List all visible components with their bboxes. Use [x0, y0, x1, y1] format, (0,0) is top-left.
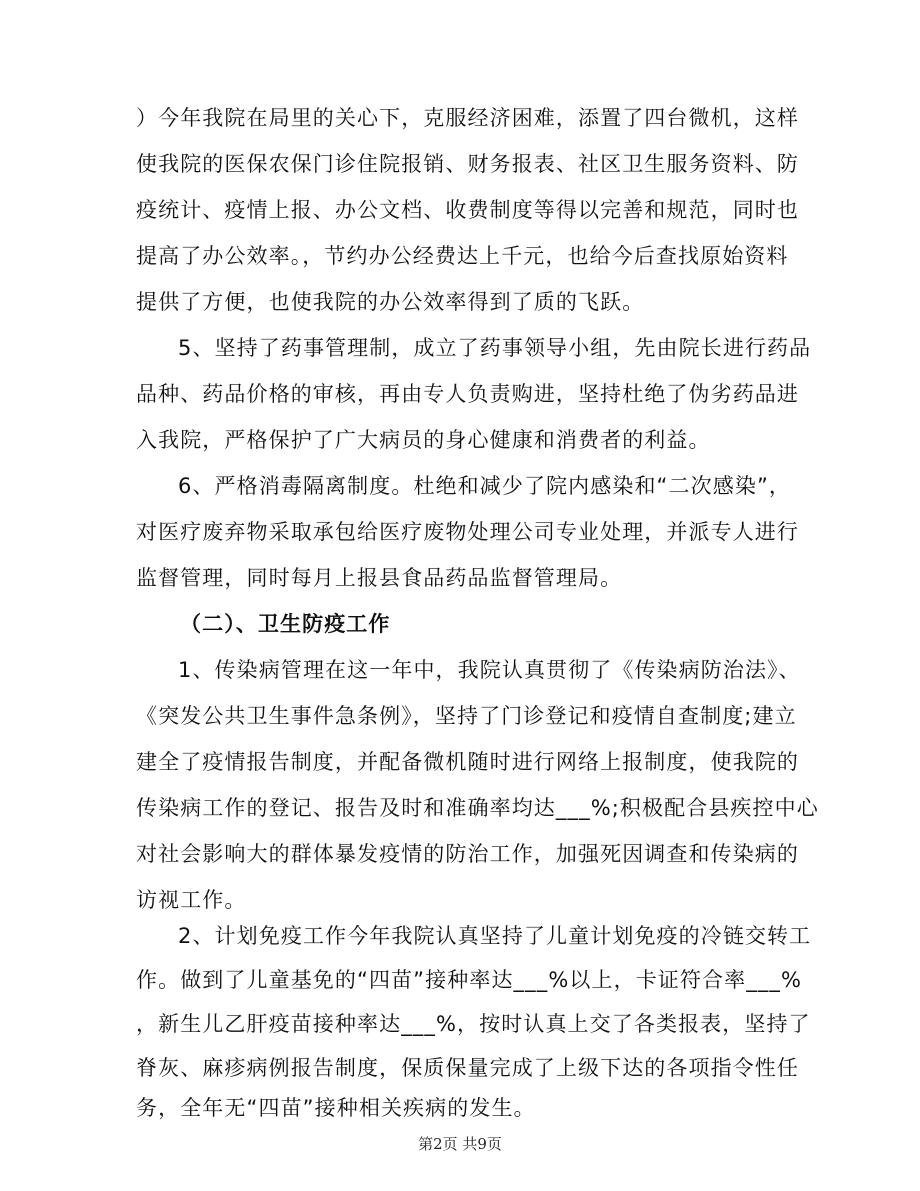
paragraph-5-line-5: 务，全年无“四苗”接种相关疾病的发生。	[136, 1096, 536, 1120]
section-heading: （二）、卫生防疫工作	[180, 612, 391, 636]
paragraph-5-line-2: 作。做到了儿童基免的“四苗”接种率达___%以上，卡证符合率___%	[136, 968, 803, 992]
paragraph-4-line-5: 对社会影响大的群体暴发疫情的防治工作，加强死因调查和传染病的	[136, 842, 799, 866]
paragraph-2-line-2: 品种、药品价格的审核，再由专人负责购进，坚持杜绝了伪劣药品进	[136, 382, 799, 406]
page-footer: 第2页 共9页	[418, 1135, 502, 1153]
paragraph-5-line-4: 脊灰、麻疹病例报告制度，保质保量完成了上级下达的各项指令性任	[136, 1056, 799, 1080]
paragraph-4-line-1: 1、传染病管理在这一年中，我院认真贯彻了《传染病防治法》、	[178, 658, 801, 682]
paragraph-2-line-1: 5、坚持了药事管理制，成立了药事领导小组，先由院长进行药品	[178, 336, 812, 360]
paragraph-4-line-4: 传染病工作的登记、报告及时和准确率均达___%;积极配合县疾控中心	[136, 796, 819, 820]
paragraph-4-line-6: 访视工作。	[136, 888, 247, 912]
paragraph-5-line-3: ，新生儿乙肝疫苗接种率达___%，按时认真上交了各类报表，坚持了	[136, 1012, 811, 1036]
paragraph-1-line-1: ）今年我院在局里的关心下，克服经济困难，添置了四台微机，这样	[136, 106, 799, 130]
paragraph-3-line-2: 对医疗废弃物采取承包给医疗废物处理公司专业处理，并派专人进行	[136, 520, 799, 544]
paragraph-1-line-3: 疫统计、疫情上报、办公文档、收费制度等得以完善和规范，同时也	[136, 198, 799, 222]
paragraph-3-line-3: 监督管理，同时每月上报县食品药品监督管理局。	[136, 566, 623, 590]
paragraph-5-line-1: 2、计划免疫工作今年我院认真坚持了儿童计划免疫的冷链交转工	[178, 924, 812, 948]
paragraph-1-line-2: 使我院的医保农保门诊住院报销、财务报表、社区卫生服务资料、防	[136, 152, 799, 176]
paragraph-2-line-3: 入我院，严格保护了广大病员的身心健康和消费者的利益。	[136, 428, 711, 452]
paragraph-4-line-2: 《突发公共卫生事件急条例》，坚持了门诊登记和疫情自查制度;建立	[136, 704, 797, 728]
paragraph-1-line-4: 提高了办公效率。，节约办公经费达上千元，也给今后查找原始资料	[136, 244, 789, 268]
paragraph-1-line-5: 提供了方便，也使我院的办公效率得到了质的飞跃。	[136, 290, 645, 314]
paragraph-3-line-1: 6、严格消毒隔离制度。杜绝和减少了院内感染和“二次感染”，	[178, 474, 792, 498]
paragraph-4-line-3: 建全了疫情报告制度，并配备微机随时进行网络上报制度，使我院的	[136, 750, 799, 774]
